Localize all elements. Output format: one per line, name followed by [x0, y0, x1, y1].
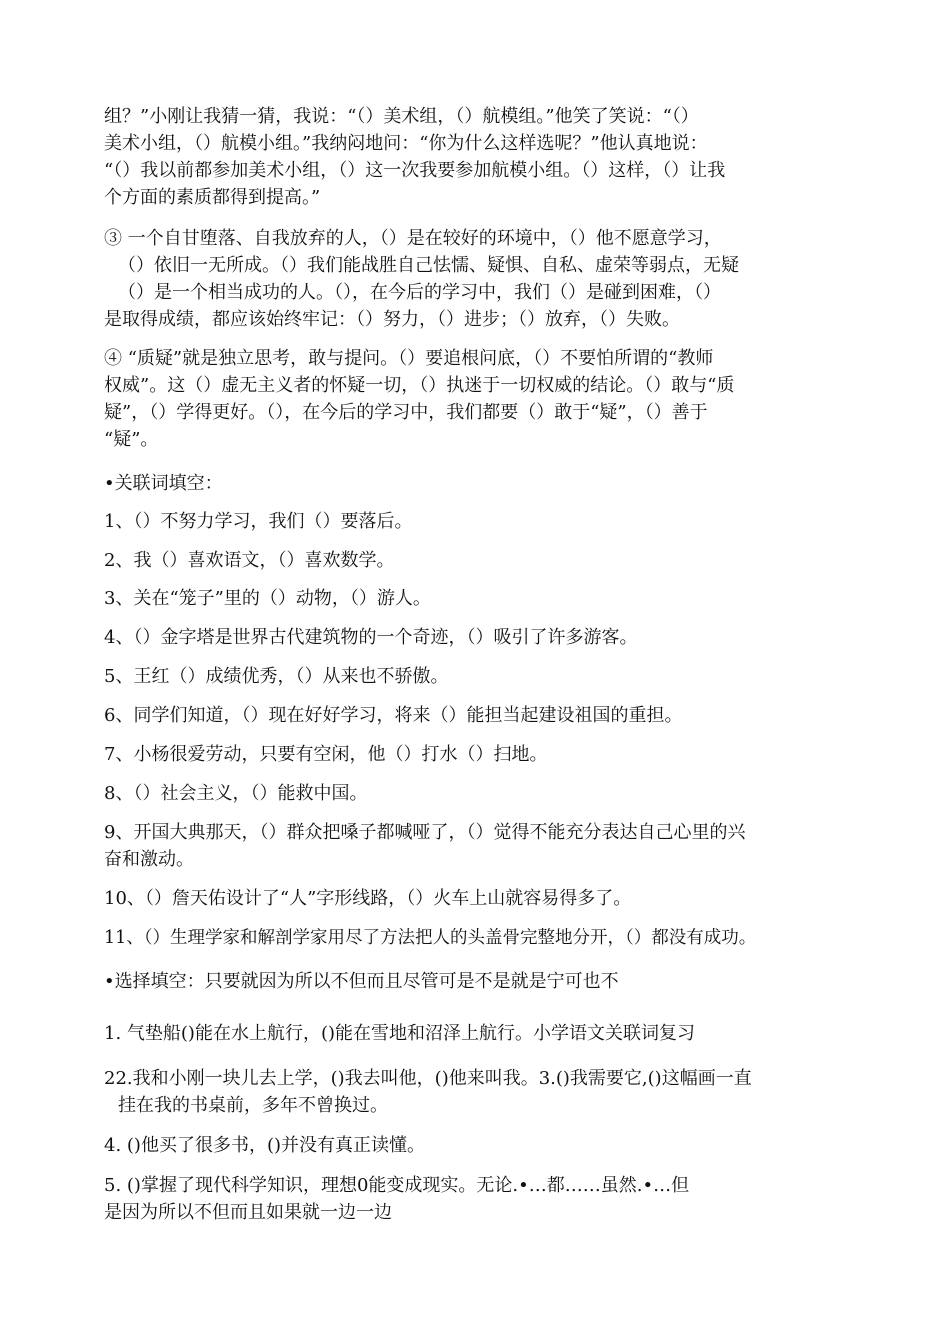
paragraph-4-line: 疑”，（）学得更好。（），在今后的学习中，我们都要（）敢于“疑”，（）善于 — [104, 402, 708, 423]
paragraph-3-line: ③ 一个自甘堕落、自我放弃的人，（）是在较好的环境中，（）他不愿意学习， — [104, 228, 722, 249]
choice-item: 挂在我的书桌前，多年不曾换过。 — [118, 1095, 388, 1116]
paragraph-3-line: （）依旧一无所成。（）我们能战胜自己怯懦、疑惧、自私、虚荣等弱点，无疑 — [118, 255, 739, 276]
paragraph-4-line: 权威”。这（）虚无主义者的怀疑一切，（）执迷于一切权威的结论。（）敢与“质 — [104, 375, 735, 396]
paragraph-4-line: “疑”。 — [104, 429, 159, 450]
exercise-item: 5、王红（）成绩优秀，（）从来也不骄傲。 — [104, 666, 449, 687]
choice-item: 1. 气垫船()能在水上航行，()能在雪地和沼泽上航行。小学语文关联词复习 — [104, 1023, 695, 1044]
section-heading: •关联词填空： — [104, 473, 223, 494]
exercise-item: 9、开国大典那天，（）群众把嗓子都喊哑了，（）觉得不能充分表达自己心里的兴 — [104, 822, 746, 843]
exercise-item: 11、（）生理学家和解剖学家用尽了方法把人的头盖骨完整地分开，（）都没有成功。 — [104, 928, 757, 948]
choice-item: 是因为所以不但而且如果就一边一边 — [104, 1202, 392, 1223]
paragraph-3-line: （）是一个相当成功的人。（），在今后的学习中，我们（）是碰到困难，（） — [118, 282, 721, 303]
text-line: 组？”小刚让我猜一猜，我说：“（）美术组，（）航模组。”他笑了笑说：“（） — [104, 106, 699, 127]
choice-item: 4. ()他买了很多书，()并没有真正读懂。 — [104, 1135, 425, 1156]
exercise-item: 10、（）詹天佑设计了“人”字形线路，（）火车上山就容易得多了。 — [104, 888, 632, 909]
exercise-item: 1、（）不努力学习，我们（）要落后。 — [104, 511, 413, 532]
exercise-item: 4、（）金字塔是世界古代建筑物的一个奇迹，（）吸引了许多游客。 — [104, 627, 638, 648]
section-heading: •选择填空：只要就因为所以不但而且尽管可是不是就是宁可也不 — [104, 971, 619, 992]
text-line: 个方面的素质都得到提高。” — [104, 187, 321, 208]
exercise-item: 7、小杨很爱劳动，只要有空闲，他（）打水（）扫地。 — [104, 744, 548, 765]
choice-item: 5. ()掌握了现代科学知识，理想0能变成现实。无论.•…都……虽然.•…但 — [104, 1175, 690, 1196]
text-line: 美术小组，（）航模小组。”我纳闷地问：“你为什么这样选呢？”他认真地说： — [104, 133, 708, 154]
choice-item: 22.我和小刚一块儿去上学，()我去叫他，()他来叫我。3.()我需要它,()这幅画一直 — [104, 1068, 752, 1089]
exercise-item: 8、（）社会主义，（）能救中国。 — [104, 783, 368, 804]
exercise-item: 2、我（）喜欢语文，（）喜欢数学。 — [104, 550, 395, 571]
text-line: “（）我以前都参加美术小组，（）这一次我要参加航模小组。（）这样，（）让我 — [104, 160, 726, 181]
exercise-item: 3、关在“笼子”里的（）动物，（）游人。 — [104, 588, 431, 609]
exercise-item: 奋和激动。 — [104, 849, 194, 870]
paragraph-3-line: 是取得成绩，都应该始终牢记：（）努力，（）进步；（）放弃，（）失败。 — [104, 309, 680, 330]
paragraph-4-line: ④ “质疑”就是独立思考，敢与提问。（）要追根问底，（）不要怕所谓的“教师 — [104, 348, 714, 369]
exercise-item: 6、同学们知道，（）现在好好学习，将来（）能担当起建设祖国的重担。 — [104, 705, 683, 726]
